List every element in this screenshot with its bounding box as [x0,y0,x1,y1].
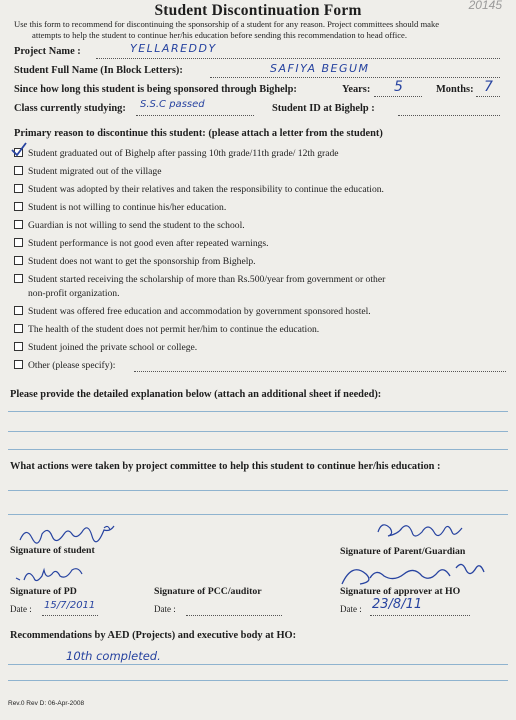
pd-signature-label: Signature of PD [10,586,77,597]
reason-label: Student graduated out of Bighelp after passing 10th grade/11th grade/ 12th grade [28,148,339,159]
class-line [136,115,254,116]
reason-checkbox[interactable] [14,360,23,369]
explanation-label: Please provide the detailed explanation below (attach an additional sheet if needed): [10,389,382,400]
approver-date-line [370,615,470,616]
reason-performance [14,238,269,249]
reason-label: Student performance is not good even after repeated warnings. [28,238,269,249]
months-label: Months: [436,84,474,95]
actions-line[interactable] [8,490,508,491]
reason-health [14,324,319,335]
reason-checkbox[interactable] [14,202,23,211]
class-value[interactable]: S.S.C passed [140,99,205,110]
reason-hostel [14,306,371,317]
pcc-date-line[interactable] [186,615,282,616]
project-name-label: Project Name : [14,46,81,57]
years-line [374,96,422,97]
years-label: Years: [342,84,371,95]
form-title: Student Discontinuation Form [154,2,362,19]
reason-label: The health of the student does not permit her/him to continue the education. [28,324,320,335]
intro-line-2: attempts to help the student to continue her/his education before sending this recommendation to head office. [32,30,407,40]
student-id-line [398,115,500,116]
sponsorship-label: Since how long this student is being sponsored through Bighelp: [14,84,297,95]
actions-line[interactable] [8,514,508,515]
other-specify-line[interactable] [134,371,506,372]
reason-scholarship-continued [28,288,119,299]
explanation-line[interactable] [8,431,508,432]
reason-adopted [14,184,384,195]
student-name-value[interactable]: SAFIYA BEGUM [270,62,370,75]
reason-checkbox[interactable] [14,166,23,175]
reason-checkbox[interactable] [14,306,23,315]
parent-signature [372,516,482,546]
pcc-date-label: Date : [154,604,176,614]
approver-signature-label: Signature of approver at HO [340,586,461,597]
approver-date-value[interactable]: 23/8/11 [372,597,423,612]
reason-not-willing [14,202,226,213]
explanation-line[interactable] [8,449,508,450]
reason-checkbox[interactable] [14,184,23,193]
reason-graduated [14,148,339,159]
actions-label: What actions were taken by project committee to help this student to continue her/his education : [10,461,441,472]
explanation-line[interactable] [8,411,508,412]
reason-no-sponsorship [14,256,256,267]
approver-date-label: Date : [340,604,362,614]
reason-label: Other (please specify): [28,360,116,371]
reason-checkbox[interactable] [14,220,23,229]
reason-checkbox[interactable] [14,238,23,247]
reason-checkbox[interactable] [14,274,23,283]
reason-migrated [14,166,161,177]
years-value[interactable]: 5 [394,79,403,95]
pd-signature [12,566,122,588]
reason-label: Student is not willing to continue his/her education. [28,202,227,213]
parent-signature-label: Signature of Parent/Guardian [340,546,466,557]
reason-label: Student migrated out of the village [28,166,162,177]
student-signature-label: Signature of student [10,545,95,556]
reason-checkbox[interactable] [14,342,23,351]
reasons-heading: Primary reason to discontinue this student: (please attach a letter from the student) [14,128,383,139]
reason-guardian [14,220,245,231]
reason-label: Student was adopted by their relatives and taken the responsibility to continue the education. [28,184,384,195]
pd-date-line [42,615,98,616]
project-name-value[interactable]: YELLAREDDY [130,42,217,55]
check-mark-icon [10,142,28,158]
months-line [476,96,500,97]
reason-label-continued: non-profit organization. [28,288,120,299]
recommendations-line[interactable] [8,680,508,681]
recommendations-line[interactable] [8,664,508,665]
pcc-signature-label: Signature of PCC/auditor [154,586,262,597]
revision-footer: Rev.0 Rev D: 06-Apr-2008 [8,700,85,707]
reason-private-school [14,342,197,353]
reason-other [14,360,115,371]
corner-number: 20145 [468,0,502,12]
months-value[interactable]: 7 [484,79,493,95]
recommendations-value[interactable]: 10th completed. [66,649,161,663]
reason-label: Student started receiving the scholarship of more than Rs.500/year from government or other [28,274,386,285]
reason-label: Guardian is not willing to send the student to the school. [28,220,245,231]
reason-label: Student was offered free education and accommodation by government sponsored hostel. [28,306,371,317]
student-id-label: Student ID at Bighelp : [272,103,375,114]
reason-scholarship [14,274,385,285]
student-name-label: Student Full Name (In Block Letters): [14,65,183,76]
pd-date-value[interactable]: 15/7/2011 [44,600,96,611]
class-label: Class currently studying: [14,103,126,114]
reason-label: Student joined the private school or college. [28,342,198,353]
pd-date-label: Date : [10,604,32,614]
project-name-line [96,58,500,59]
intro-line-1: Use this form to recommend for discontinuing the sponsorship of a student for any reason. Project committees should make [14,19,440,29]
student-name-line [210,77,500,78]
reason-checkbox[interactable] [14,324,23,333]
recommendations-label: Recommendations by AED (Projects) and executive body at HO: [10,630,297,641]
reason-checkbox[interactable] [14,256,23,265]
reason-label: Student does not want to get the sponsorship from Bighelp. [28,256,256,267]
